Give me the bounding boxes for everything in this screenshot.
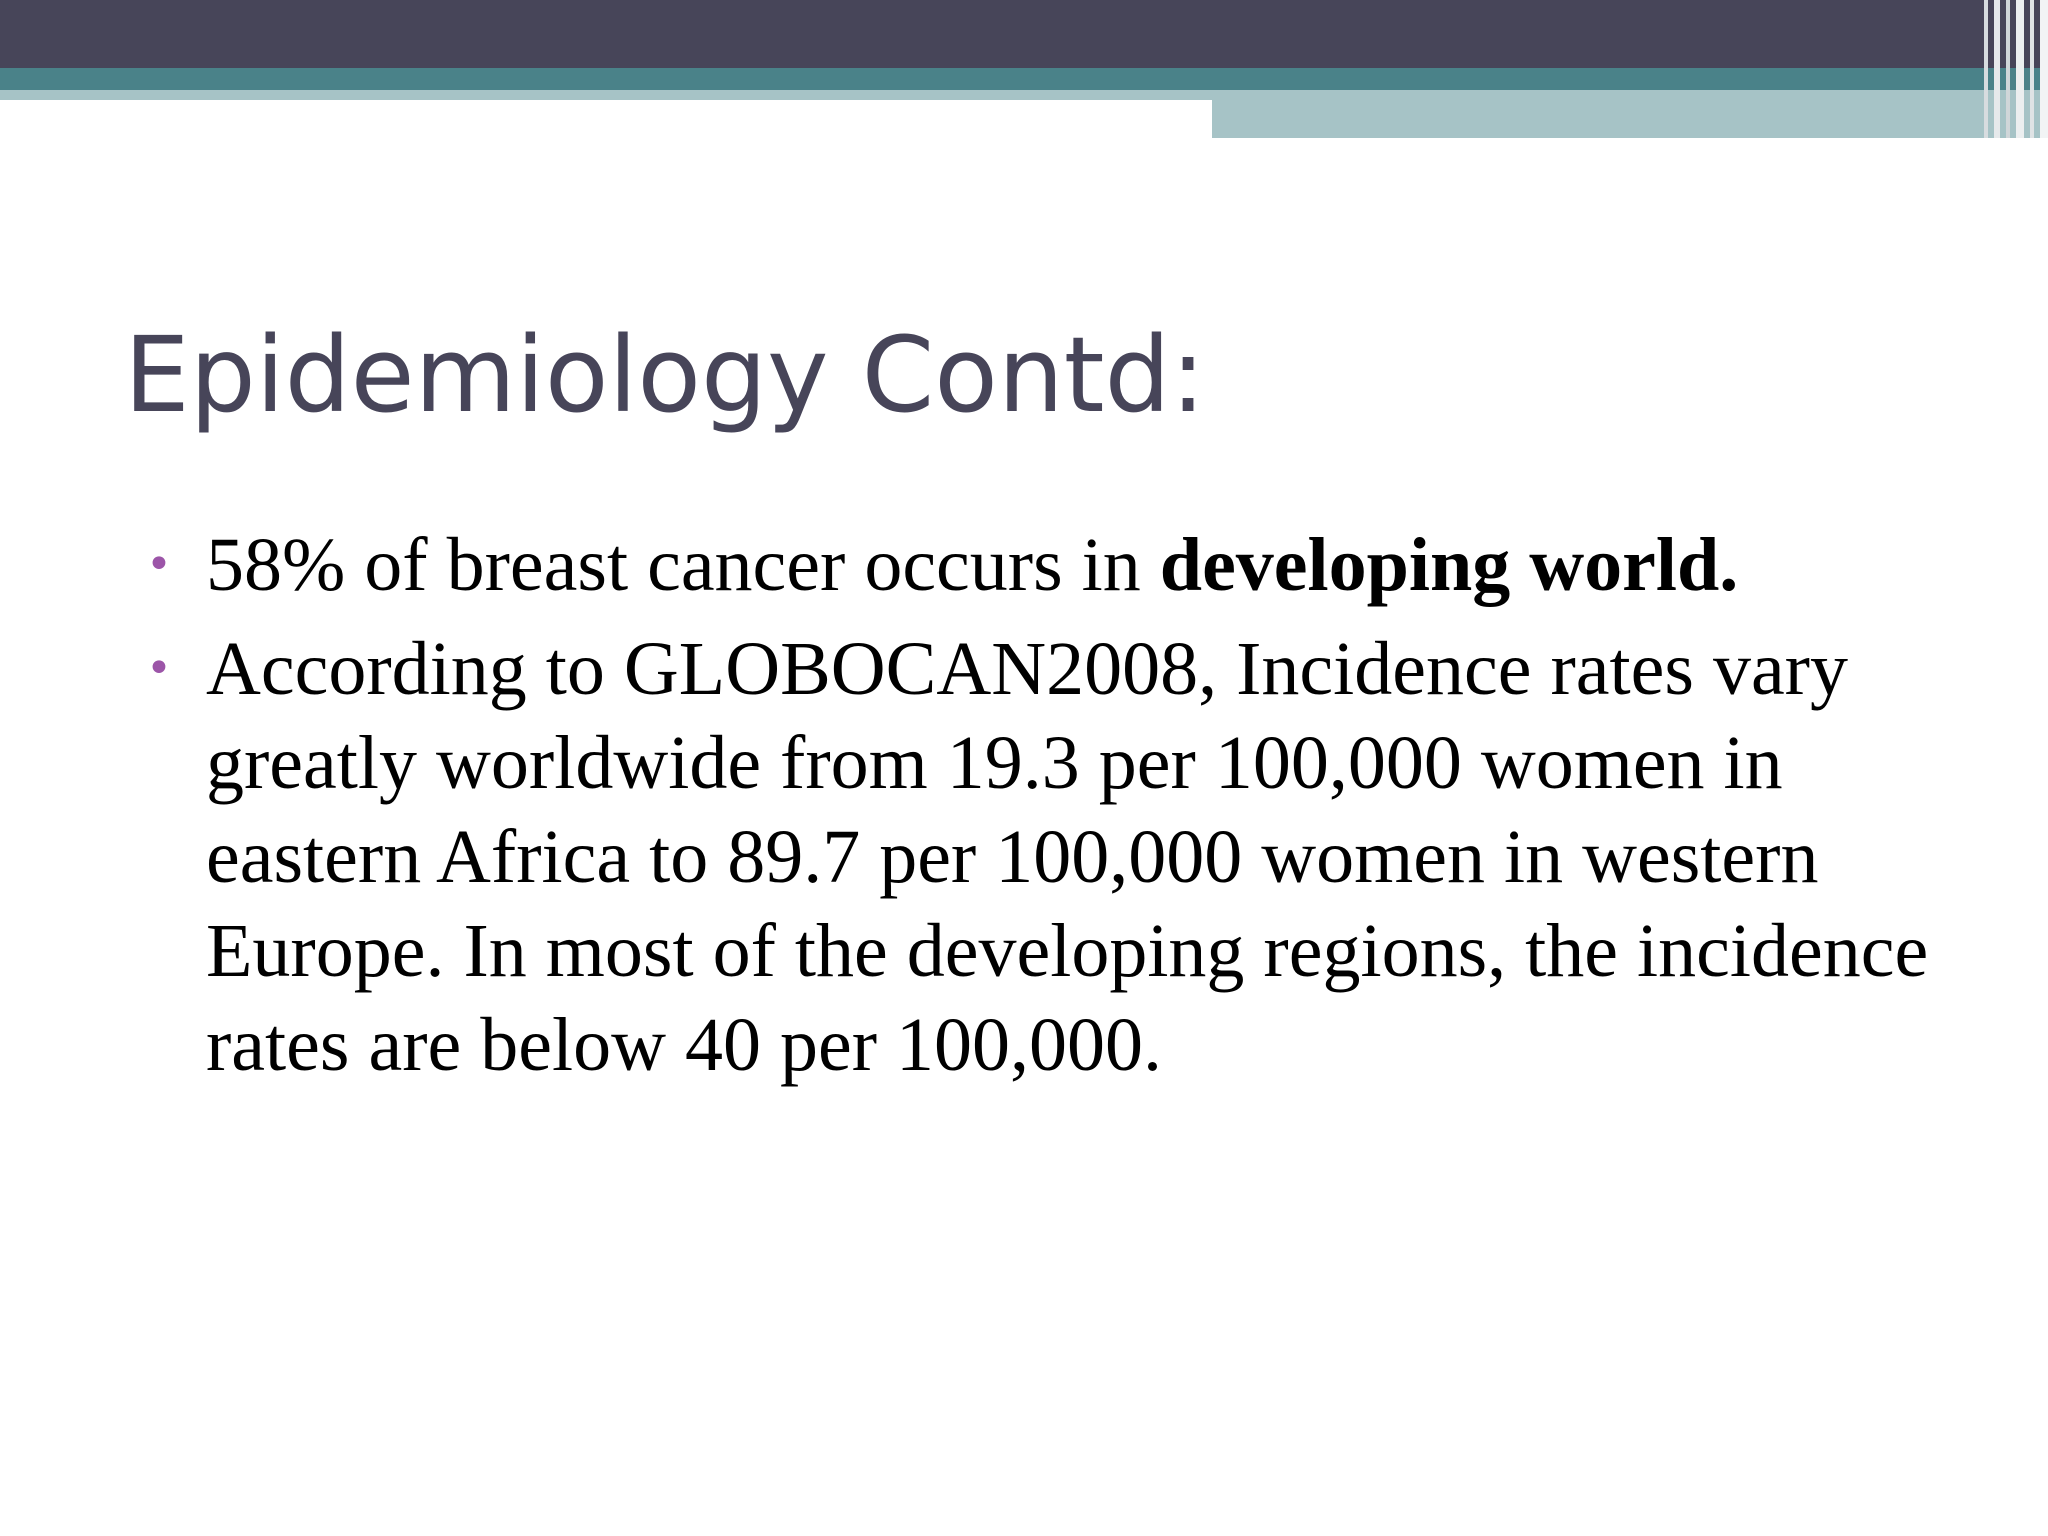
header-band-light-left [0,90,1212,100]
bullet-text: 58% of breast cancer occurs in [206,523,1160,607]
slide-title: Epidemiology Contd: [124,314,1206,436]
bullet-dot-icon: • [146,539,172,590]
decorative-stripe [1984,0,1988,138]
bullet-item [140,518,1940,612]
bullet-text: According to GLOBOCAN2008, Incidence rates vary greatly worldwide from 19.3 per 100,000 women in eastern Africa to 89.7 per 100,000 women in western Europe. In most of the developing regions, the incidence rates are below 40 per 100,000. [206,627,1929,1087]
bullet-text-bold: developing world. [1159,523,1739,607]
decorative-stripe [2006,0,2010,138]
decorative-stripe [2016,0,2024,138]
decorative-stripe [1994,0,2000,138]
bullet-list [140,518,1940,1102]
decorative-stripe [2030,0,2034,138]
header-band-dark [0,0,2048,68]
decorative-stripe [2040,0,2048,138]
header-band-teal [0,68,2048,90]
bullet-dot-icon: • [146,643,172,694]
header-band-light-right [1212,90,2048,138]
bullet-item [140,622,1940,1092]
